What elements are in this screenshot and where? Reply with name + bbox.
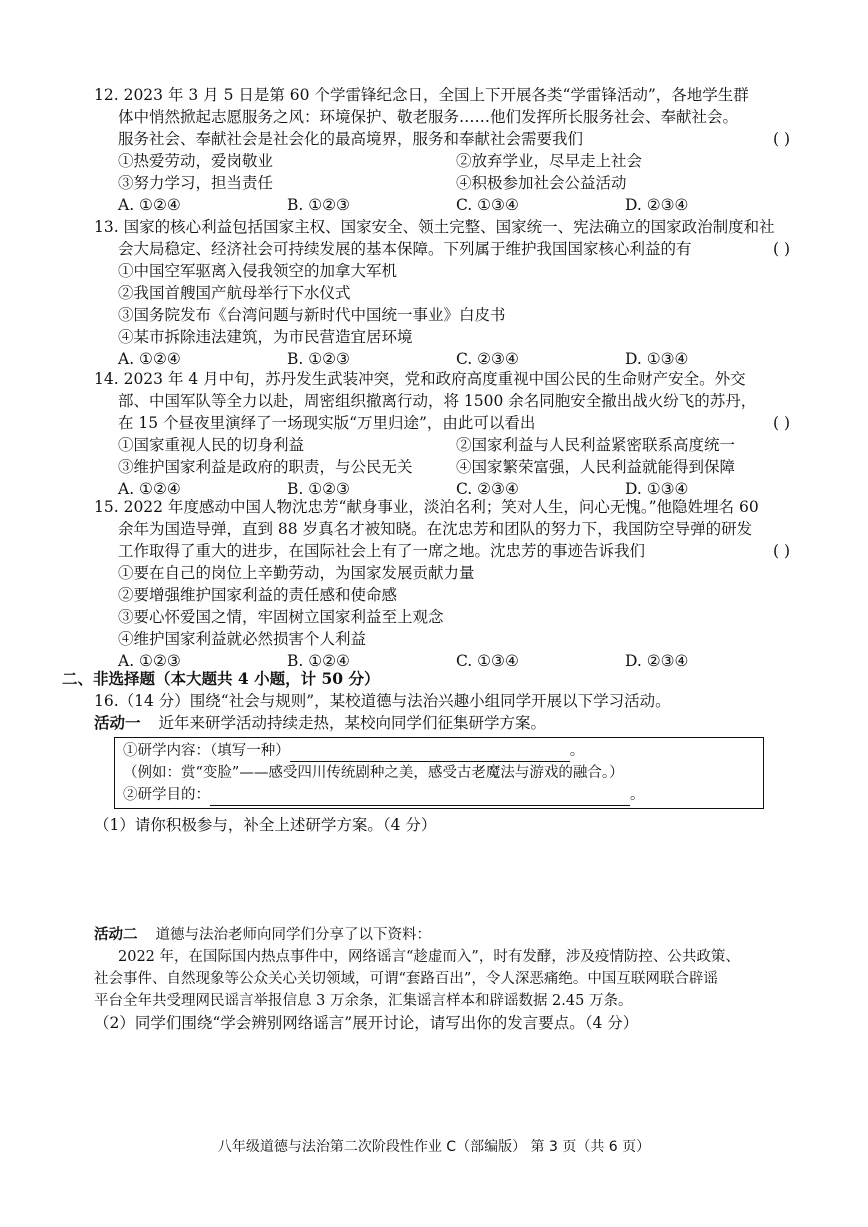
q13-choices (94, 348, 794, 370)
choice-d: D. ②③④ (625, 652, 689, 670)
choice-c: C. ②③④ (456, 480, 519, 498)
study-purpose-label: ②研学目的： (123, 787, 210, 803)
statement-4: ④国家繁荣富强，人民利益就能得到保障 (456, 458, 736, 476)
choice-d: D. ①③④ (625, 480, 689, 498)
statement-4: ④积极参加社会公益活动 (456, 174, 627, 192)
choice-c: C. ①③④ (456, 652, 519, 670)
statement-1: ①国家重视人民的切身利益 (118, 436, 305, 454)
activity-2-row (94, 924, 794, 946)
q12-stem-text: 服务社会、奉献社会是社会化的最高境界，服务和奉献社会需要我们 (118, 130, 584, 148)
choice-b: B. ①②③ (287, 350, 350, 368)
choice-c: C. ②③④ (456, 350, 519, 368)
statement-2: ②我国首艘国产航母举行下水仪式 (118, 284, 351, 302)
question-14 (94, 368, 794, 500)
choice-a: A. ①②④ (118, 350, 181, 368)
statement-1: ①要在自己的岗位上辛勤劳动，为国家发展贡献力量 (118, 564, 475, 582)
q14-statements-row-1 (94, 434, 794, 456)
statement-2: ②放弃学业，尽早走上社会 (456, 152, 643, 170)
activity-2-text: 道德与法治老师向同学们分享了以下资料： (155, 927, 431, 943)
choice-d: D. ①③④ (625, 350, 689, 368)
activity-1-text: 近年来研学活动持续走热，某校向同学们征集研学方案。 (158, 714, 547, 732)
question-13 (94, 216, 794, 370)
activity-1-label: 活动一 (94, 713, 141, 732)
question-16 (94, 690, 794, 734)
choice-b: B. ①②④ (287, 652, 350, 670)
answer-bracket: ( ) (772, 240, 790, 258)
statement-3: ③努力学习，担当责任 (118, 174, 274, 192)
q14-statements-row-2 (94, 456, 794, 478)
answer-bracket: ( ) (772, 130, 790, 148)
study-content-row (123, 740, 755, 762)
q15-stem-line-2: 余年为国造导弹，直到 88 岁真名才被知晓。在沈忠芳和团队的努力下，我国防空导弹的研发 (118, 520, 753, 538)
choice-d: D. ②③④ (625, 196, 689, 214)
section-heading-non-choice: 二、非选择题（本大题共 4 小题，计 50 分） (62, 669, 380, 688)
study-content-blank[interactable] (290, 745, 570, 762)
q12-statements-row-2 (94, 172, 794, 194)
q13-stem-line-2 (94, 238, 794, 260)
material-line-3: 平台全年共受理网民谣言举报信息 3 万余条，汇集谣言样本和辟谣数据 2.45 万条。 (94, 993, 633, 1009)
study-purpose-row (123, 784, 755, 806)
choice-a: A. ①②③ (118, 652, 181, 670)
study-example: （例如：赏“变脸”——感受四川传统剧种之美，感受古老魔法与游戏的融合。） (123, 765, 624, 781)
study-purpose-blank[interactable] (210, 789, 630, 806)
sub-question-2: （2）同学们围绕“学会辨别网络谣言”展开讨论，请写出你的发言要点。（4 分） (94, 1014, 639, 1032)
q13-stem-line-1: 13. 国家的核心利益包括国家主权、国家安全、领土完整、国家统一、宪法确立的国家政治制度和社 (94, 218, 775, 236)
statement-3: ③要心怀爱国之情，牢固树立国家利益至上观念 (118, 608, 444, 626)
q13-stem-text: 会大局稳定、经济社会可持续发展的基本保障。下列属于维护我国国家核心利益的有 (118, 240, 692, 258)
q15-stem-line-1: 15. 2022 年度感动中国人物沈忠芳“献身事业，淡泊名利；笑对人生，问心无愧。”他隐姓埋名 60 (94, 498, 759, 516)
q12-choices (94, 194, 794, 216)
period-mark: 。 (630, 787, 645, 803)
page-footer: 八年级道德与法治第二次阶段性作业 C（部编版） 第 3 页（共 6 页） (217, 1139, 651, 1155)
question-15 (94, 496, 794, 672)
choice-c: C. ①③④ (456, 196, 519, 214)
statement-1: ①热爱劳动，爱岗敬业 (118, 152, 274, 170)
q15-stem-text: 工作取得了重大的进步，在国际社会上有了一席之地。沈忠芳的事迹告诉我们 (118, 542, 646, 560)
study-plan-box (114, 737, 764, 809)
material-line-2: 社会事件、自然现象等公众关心关切领域，可谓“套路百出”，令人深恶痛绝。中国互联网联合辟谣 (94, 971, 718, 987)
choice-b: B. ①②③ (287, 480, 350, 498)
q15-stem-line-3 (94, 540, 794, 562)
statement-4: ④维护国家利益就必然损害个人利益 (118, 630, 367, 648)
statement-4: ④某市拆除违法建筑，为市民营造宜居环境 (118, 328, 413, 346)
q12-stem-line-2: 体中悄然掀起志愿服务之风：环境保护、敬老服务……他们发挥所长服务社会、奉献社会。 (118, 108, 739, 126)
q14-stem-line-1: 14. 2023 年 4 月中旬，苏丹发生武装冲突，党和政府高度重视中国公民的生命财产安全。外交 (94, 370, 746, 388)
answer-bracket: ( ) (772, 542, 790, 560)
q12-statements-row-1 (94, 150, 794, 172)
statement-3: ③国务院发布《台湾问题与新时代中国统一事业》白皮书 (118, 306, 506, 324)
choice-a: A. ①②④ (118, 480, 181, 498)
sub-question-1: （1）请你积极参与，补全上述研学方案。（4 分） (94, 816, 437, 834)
choice-a: A. ①②④ (118, 196, 181, 214)
statement-3: ③维护国家利益是政府的职责，与公民无关 (118, 458, 413, 476)
material-line-1: 2022 年，在国际国内热点事件中，网络谣言“趁虚而入”，时有发酵，涉及疫情防控、公共政策、 (118, 949, 740, 965)
question-12 (94, 84, 794, 216)
q16-sub-1 (94, 814, 794, 836)
study-content-label: ①研学内容：（填写一种） (123, 743, 290, 759)
q16-activity-2 (94, 924, 794, 1034)
statement-2: ②国家利益与人民利益紧密联系高度统一 (456, 436, 736, 454)
q12-stem-line-3 (94, 128, 794, 150)
statement-2: ②要增强维护国家利益的责任感和使命感 (118, 586, 398, 604)
q14-stem-line-3 (94, 412, 794, 434)
q16-intro: 16.（14 分）围绕“社会与规则”，某校道德与法治兴趣小组同学开展以下学习活动。 (94, 692, 671, 710)
statement-1: ①中国空军驱离入侵我领空的加拿大军机 (118, 262, 398, 280)
q16-activity-1 (94, 712, 794, 734)
activity-2-label: 活动二 (94, 926, 138, 943)
q14-stem-text: 在 15 个昼夜里演绎了一场现实版“万里归途”，由此可以看出 (118, 414, 536, 432)
choice-b: B. ①②③ (287, 196, 350, 214)
period-mark: 。 (569, 743, 585, 759)
q14-stem-line-2: 部、中国军队等全力以赴，周密组织撤离行动，将 1500 余名同胞安全撤出战火纷飞的苏丹， (118, 392, 757, 410)
answer-bracket: ( ) (772, 414, 790, 432)
q12-stem-line-1: 12. 2023 年 3 月 5 日是第 60 个学雷锋纪念日，全国上下开展各类“学雷锋活动”，各地学生群 (94, 86, 749, 104)
